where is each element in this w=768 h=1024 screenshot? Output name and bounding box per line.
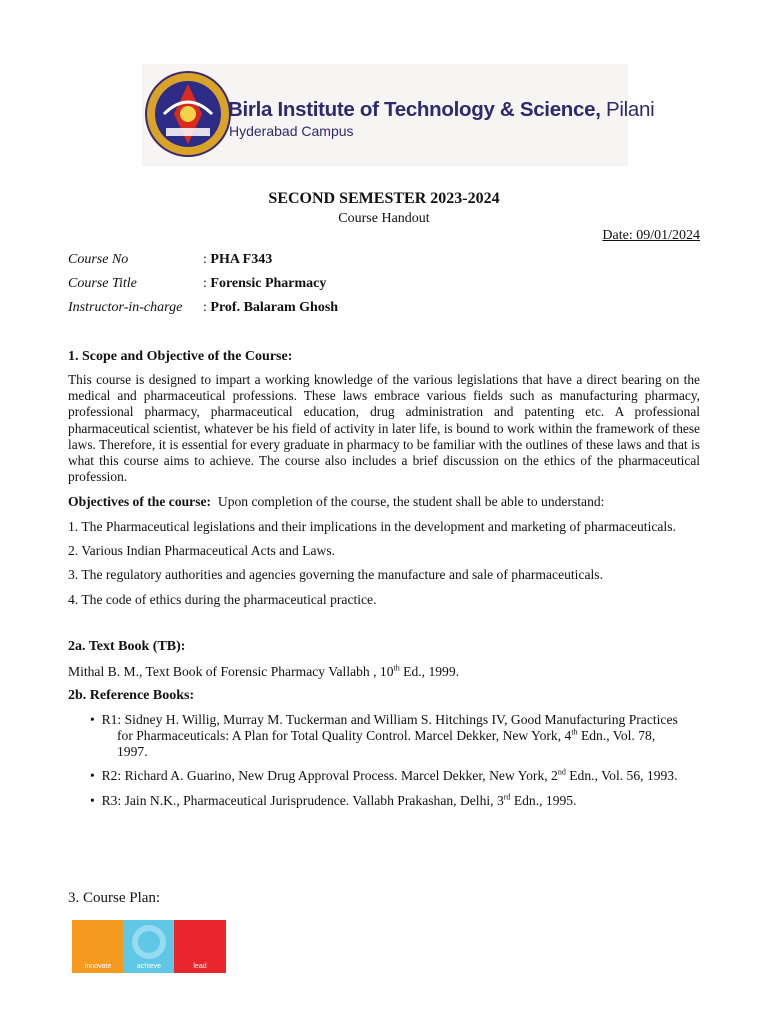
handout-subtitle: Course Handout xyxy=(338,211,430,226)
campus-name: Hyderabad Campus xyxy=(229,123,354,139)
objective-item: 4. The code of ethics during the pharmaceutical practice. xyxy=(68,592,377,607)
reference-item: • R3: Jain N.K., Pharmaceutical Jurisprudence. Vallabh Prakashan, Delhi, 3rd Edn., 1995. xyxy=(90,792,577,808)
textbook-heading: 2a. Text Book (TB): xyxy=(68,639,186,654)
objectives-intro: Objectives of the course: Upon completion of the course, the student shall be able to understand: xyxy=(68,494,605,509)
course-no-label: Course No xyxy=(68,252,129,267)
innovate-label: innovate xyxy=(84,963,112,970)
innovate-achieve-lead-logo xyxy=(72,920,226,973)
course-plan-heading: 3. Course Plan: xyxy=(68,890,161,906)
reference-item: • R2: Richard A. Guarino, New Drug Approval Process. Marcel Dekker, New York, 2nd Edn., Vol. 56, 1993. xyxy=(90,767,678,783)
instructor-value: : Prof. Balaram Ghosh xyxy=(203,300,339,315)
reference-heading: 2b. Reference Books: xyxy=(68,688,195,703)
reference-item-cont: for Pharmaceuticals: A Plan for Total Quality Control. Marcel Dekker, New York, 4th Edn., Vol. 78, xyxy=(117,727,656,743)
achieve-block xyxy=(123,920,175,973)
reference-item-cont: 1997. xyxy=(117,744,148,759)
objective-item: 1. The Pharmaceutical legislations and their implications in the development and marketing of pharmaceuticals. xyxy=(68,519,676,534)
course-title-label: Course Title xyxy=(68,276,137,291)
lead-block xyxy=(174,920,226,973)
scope-heading: 1. Scope and Objective of the Course: xyxy=(68,349,293,364)
semester-title: SECOND SEMESTER 2023-2024 xyxy=(268,190,500,207)
scope-paragraph: This course is designed to impart a working knowledge of the various legislations that have a direct bearing on the medical and pharmaceutical professions. These laws embrace various fields such as manufacturing pharmacy, professional pharmacy, pharmaceutical education, drug administration and patenting etc. A professional pharmaceutical scientist, whatever be his field of activity in later life, is bound to work within the framework of these laws. Therefore, it is essential for every graduate in pharmacy to be familiar with the outlines of these laws and that is what this course aims to achieve. The course also includes a brief discussion on the ethics of the pharmaceutical profession. xyxy=(68,372,700,485)
course-no-value: : PHA F343 xyxy=(203,252,273,267)
textbook-entry: Mithal B. M., Text Book of Forensic Pharmacy Vallabh , 10th Ed., 1999. xyxy=(68,663,460,679)
lead-label: lead xyxy=(193,963,207,970)
instructor-label: Instructor-in-charge xyxy=(68,300,183,315)
institute-seal-icon xyxy=(144,70,232,158)
reference-item: • R1: Sidney H. Willig, Murray M. Tuckerman and William S. Hitchings IV, Good Manufacturing Practices xyxy=(90,712,678,727)
institute-name: Birla Institute of Technology & Science, Pilani xyxy=(228,98,655,121)
objective-item: 3. The regulatory authorities and agencies governing the manufacture and sale of pharmaceuticals. xyxy=(68,567,603,582)
handout-date: Date: 09/01/2024 xyxy=(602,228,700,243)
objective-item: 2. Various Indian Pharmaceutical Acts and Laws. xyxy=(68,543,336,558)
achieve-label: achieve xyxy=(136,963,162,970)
institute-header xyxy=(142,64,655,166)
course-title-value: : Forensic Pharmacy xyxy=(203,276,327,291)
innovate-block xyxy=(72,920,124,973)
